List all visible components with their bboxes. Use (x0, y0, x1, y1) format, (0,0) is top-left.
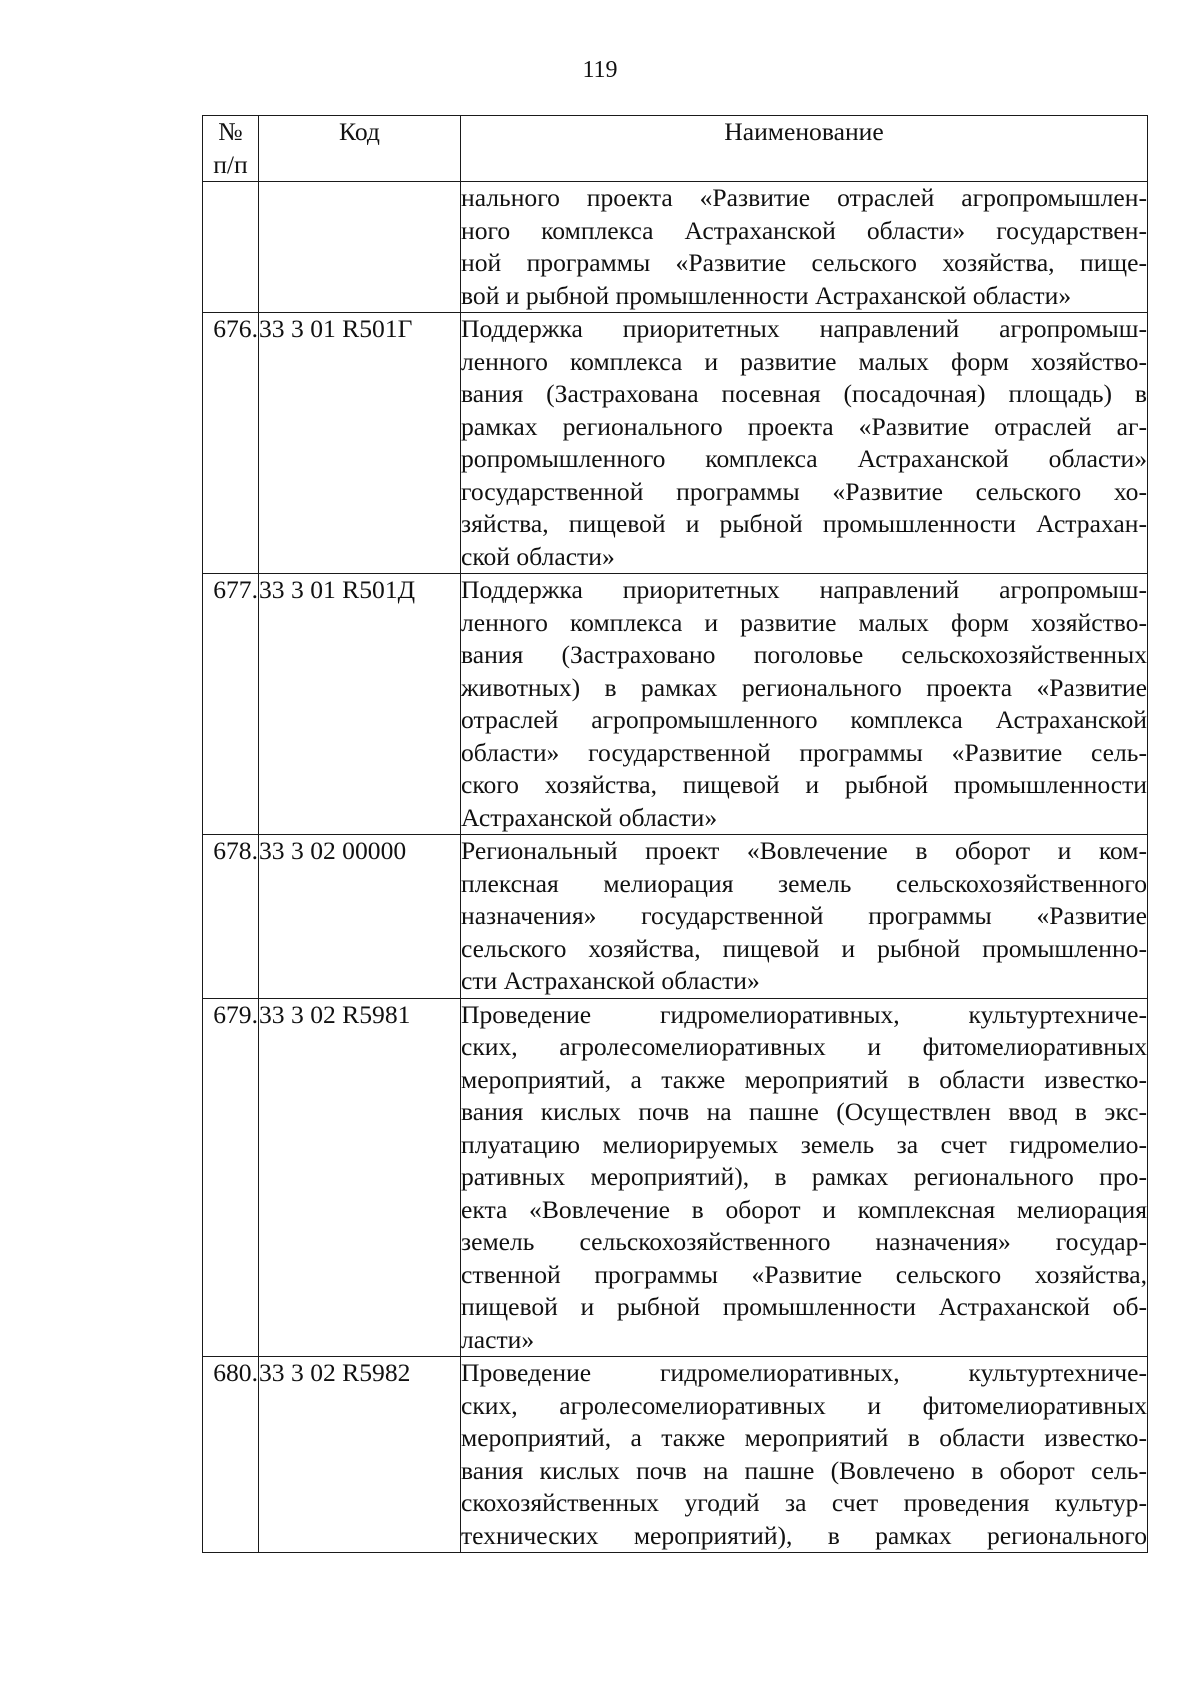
name-text-line: сельского хозяйства, пищевой и рыбной промышленно- (461, 933, 1147, 963)
name-text-line: ленного комплекса и развитие малых форм хозяйство- (461, 607, 1147, 637)
name-text-line: Астраханской области» (461, 802, 718, 832)
row-code: 33 3 01 R501Г (259, 313, 461, 574)
name-text-line: ских, агролесомелиоративных и фитомелиоративных (461, 1032, 1147, 1061)
row-code: 33 3 02 R5981 (259, 998, 461, 1357)
name-text-line: рамках регионального проекта «Развитие отраслей аг- (461, 411, 1147, 441)
name-text-line: Поддержка приоритетных направлений агропромыш- (461, 575, 1147, 604)
name-text-line: ственной программы «Развитие сельского хозяйства, (461, 1259, 1147, 1289)
row-code: 33 3 01 R501Д (259, 574, 461, 835)
row-number: 678. (203, 835, 259, 999)
name-text-line: области» государственной программы «Развитие сель- (461, 737, 1147, 767)
name-text-line: вания (Застраховано поголовье сельскохозяйственных (461, 640, 1147, 669)
name-text-line: Проведение гидромелиоративных, культуртехниче- (461, 1358, 1147, 1387)
name-text-line: зяйства, пищевой и рыбной промышленности Астрахан- (461, 509, 1147, 538)
table-row (203, 835, 1148, 999)
page-number: 119 (582, 57, 618, 83)
table-header-row (203, 116, 1148, 182)
row-name (461, 835, 1148, 999)
row-name (461, 313, 1148, 574)
header-number (203, 116, 259, 182)
name-text-line: вания (Застрахована посевная (посадочная) площадь) в (461, 379, 1147, 408)
name-text-line: пищевой и рыбной промышленности Астраханской об- (461, 1292, 1147, 1321)
name-text-line: технических мероприятий), в рамках регионального (461, 1520, 1147, 1550)
name-text-line: ской области» (461, 541, 615, 571)
name-text-line: нального проекта «Развитие отраслей агропромышлен- (461, 183, 1147, 212)
row-number: 679. (203, 998, 259, 1357)
header-code: Код (259, 116, 461, 182)
name-text-line: вой и рыбной промышленности Астраханской области» (461, 280, 1072, 310)
table-row (203, 182, 1148, 313)
name-text-line: назначения» государственной программы «Развитие (461, 901, 1147, 930)
name-text-line: ного комплекса Астраханской области» государствен- (461, 215, 1147, 245)
row-code (259, 182, 461, 313)
name-text-line: ского хозяйства, пищевой и рыбной промышленности (461, 770, 1147, 799)
name-text-line: плуатацию мелиорируемых земель за счет гидромелио- (461, 1129, 1147, 1159)
table-row (203, 313, 1148, 574)
name-text-line: ропромышленного комплекса Астраханской области» (461, 444, 1147, 473)
row-name (461, 574, 1148, 835)
table-row (203, 574, 1148, 835)
name-text-line: сти Астраханской области» (461, 966, 760, 995)
row-name (461, 182, 1148, 313)
row-number: 680. (203, 1357, 259, 1553)
name-text-line: ной программы «Развитие сельского хозяйства, пище- (461, 248, 1147, 277)
header-number-abbr: п/п (213, 149, 248, 179)
name-text-line: государственной программы «Развитие сельского хо- (461, 476, 1147, 506)
name-text-line: мероприятий, а также мероприятий в области известко- (461, 1423, 1147, 1452)
name-text-line: животных) в рамках регионального проекта «Развитие (461, 672, 1147, 702)
header-number-sign: № (218, 117, 243, 146)
table-body (203, 182, 1148, 1553)
name-text-line: Поддержка приоритетных направлений агропромыш- (461, 314, 1147, 343)
row-name (461, 998, 1148, 1357)
row-number: 676. (203, 313, 259, 574)
name-text-line: екта «Вовлечение в оборот и комплексная мелиорация (461, 1194, 1147, 1224)
name-text-line: мероприятий, а также мероприятий в области известко- (461, 1064, 1147, 1094)
table-row (203, 998, 1148, 1357)
row-number: 677. (203, 574, 259, 835)
row-name (461, 1357, 1148, 1553)
name-text-line: плексная мелиорация земель сельскохозяйственного (461, 868, 1147, 898)
name-text-line: скохозяйственных угодий за счет проведения культур- (461, 1488, 1147, 1517)
row-code: 33 3 02 R5982 (259, 1357, 461, 1553)
row-code: 33 3 02 00000 (259, 835, 461, 999)
name-text-line: ских, агролесомелиоративных и фитомелиоративных (461, 1390, 1147, 1420)
table-row (203, 1357, 1148, 1553)
name-text-line: отраслей агропромышленного комплекса Астраханской (461, 705, 1147, 734)
name-text-line: Региональный проект «Вовлечение в оборот и ком- (461, 836, 1147, 865)
name-text-line: Проведение гидромелиоративных, культуртехниче- (461, 999, 1147, 1029)
name-text-line: ленного комплекса и развитие малых форм хозяйство- (461, 346, 1147, 376)
header-name: Наименование (461, 116, 1148, 182)
registry-table (202, 115, 1148, 1553)
name-text-line: земель сельскохозяйственного назначения» государ- (461, 1227, 1147, 1256)
name-text-line: ративных мероприятий), в рамках регионального про- (461, 1162, 1147, 1191)
row-number (203, 182, 259, 313)
name-text-line: вания кислых почв на пашне (Вовлечено в оборот сель- (461, 1455, 1147, 1485)
name-text-line: ласти» (461, 1324, 535, 1354)
name-text-line: вания кислых почв на пашне (Осуществлен ввод в экс- (461, 1097, 1147, 1126)
